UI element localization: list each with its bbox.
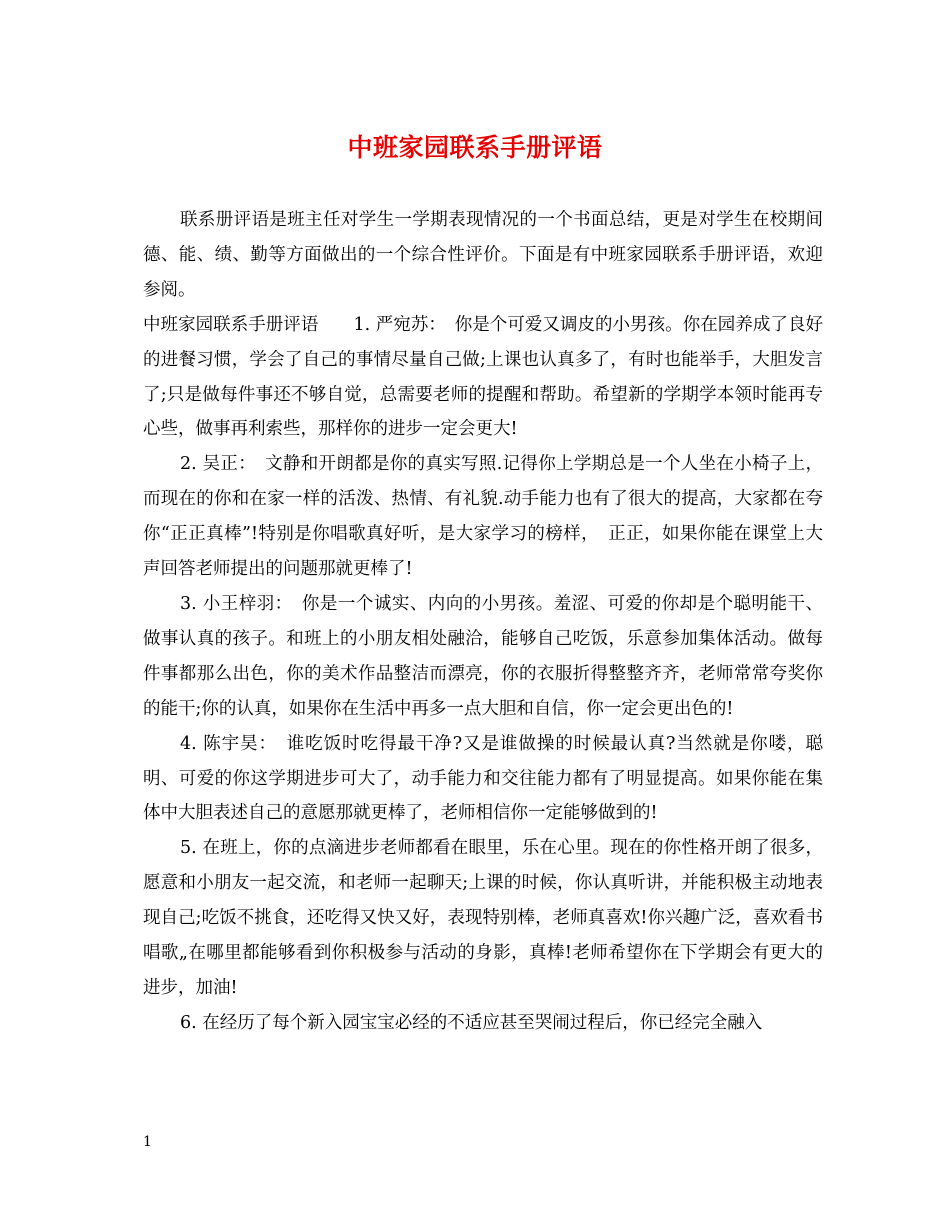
comment-paragraph-5: 5. 在班上，你的点滴进步老师都看在眼里，乐在心里。现在的你性格开朗了很多，愿意和小朋友一起交流，和老师一起聊天;上课的时候，你认真听讲，并能积极主动地表现自己;吃饭不挑食，还吃得又快又好，表现特别棒，老师真喜欢!你兴趣广泛，喜欢看书唱歌„在哪里都能够看到你积极参与活动的身影，真棒!老师希望你在下学期会有更大的进步，加油! <box>143 838 823 998</box>
document-title: 中班家园联系手册评语 <box>347 133 603 162</box>
page-number: 1 <box>143 1134 152 1150</box>
comment-paragraph-3: 3. 小王梓羽： 你是一个诚实、内向的小男孩。羞涩、可爱的你却是个聪明能干、做事认真的孩子。和班上的小朋友相处融洽，能够自己吃饭，乐意参加集体活动。做每件事都那么出色，你的美术作品整洁而漂亮，你的衣服折得整整齐齐，老师常常夸奖你的能干;你的认真，如果你在生活中再多一点大胆和自信，你一定会更出色的! <box>143 593 823 719</box>
comment-paragraph-1: 中班家园联系手册评语 1. 严宛苏： 你是个可爱又调皮的小男孩。你在园养成了良好的进餐习惯，学会了自己的事情尽量自己做;上课也认真多了，有时也能举手，大胆发言了;只是做每件事还不够自觉，总需要老师的提醒和帮助。希望新的学期学本领时能再专心些，做事再利索些，那样你的进步一定会更大! <box>143 314 823 440</box>
comment-paragraph-4: 4. 陈宇昊： 谁吃饭时吃得最干净?又是谁做操的时候最认真?当然就是你喽，聪明、可爱的你这学期进步可大了，动手能力和交往能力都有了明显提高。如果你能在集体中大胆表述自己的意愿那就更棒了，老师相信你一定能够做到的! <box>143 733 823 824</box>
comment-paragraph-6: 6. 在经历了每个新入园宝宝必经的不适应甚至哭闹过程后，你已经完全融入 <box>180 1012 763 1033</box>
document-body <box>143 203 823 1041</box>
comment-paragraph-2: 2. 吴正： 文静和开朗都是你的真实写照.记得你上学期总是一个人坐在小椅子上，而现在的你和在家一样的活泼、热情、有礼貌.动手能力也有了很大的提高，大家都在夸你“正正真棒”!特别是你唱歌真好听，是大家学习的榜样， 正正，如果你能在课堂上大声回答老师提出的问题那就更棒了! <box>143 454 823 580</box>
intro-paragraph: 联系册评语是班主任对学生一学期表现情况的一个书面总结，更是对学生在校期间德、能、绩、勤等方面做出的一个综合性评价。下面是有中班家园联系手册评语，欢迎参阅。 <box>143 210 823 300</box>
